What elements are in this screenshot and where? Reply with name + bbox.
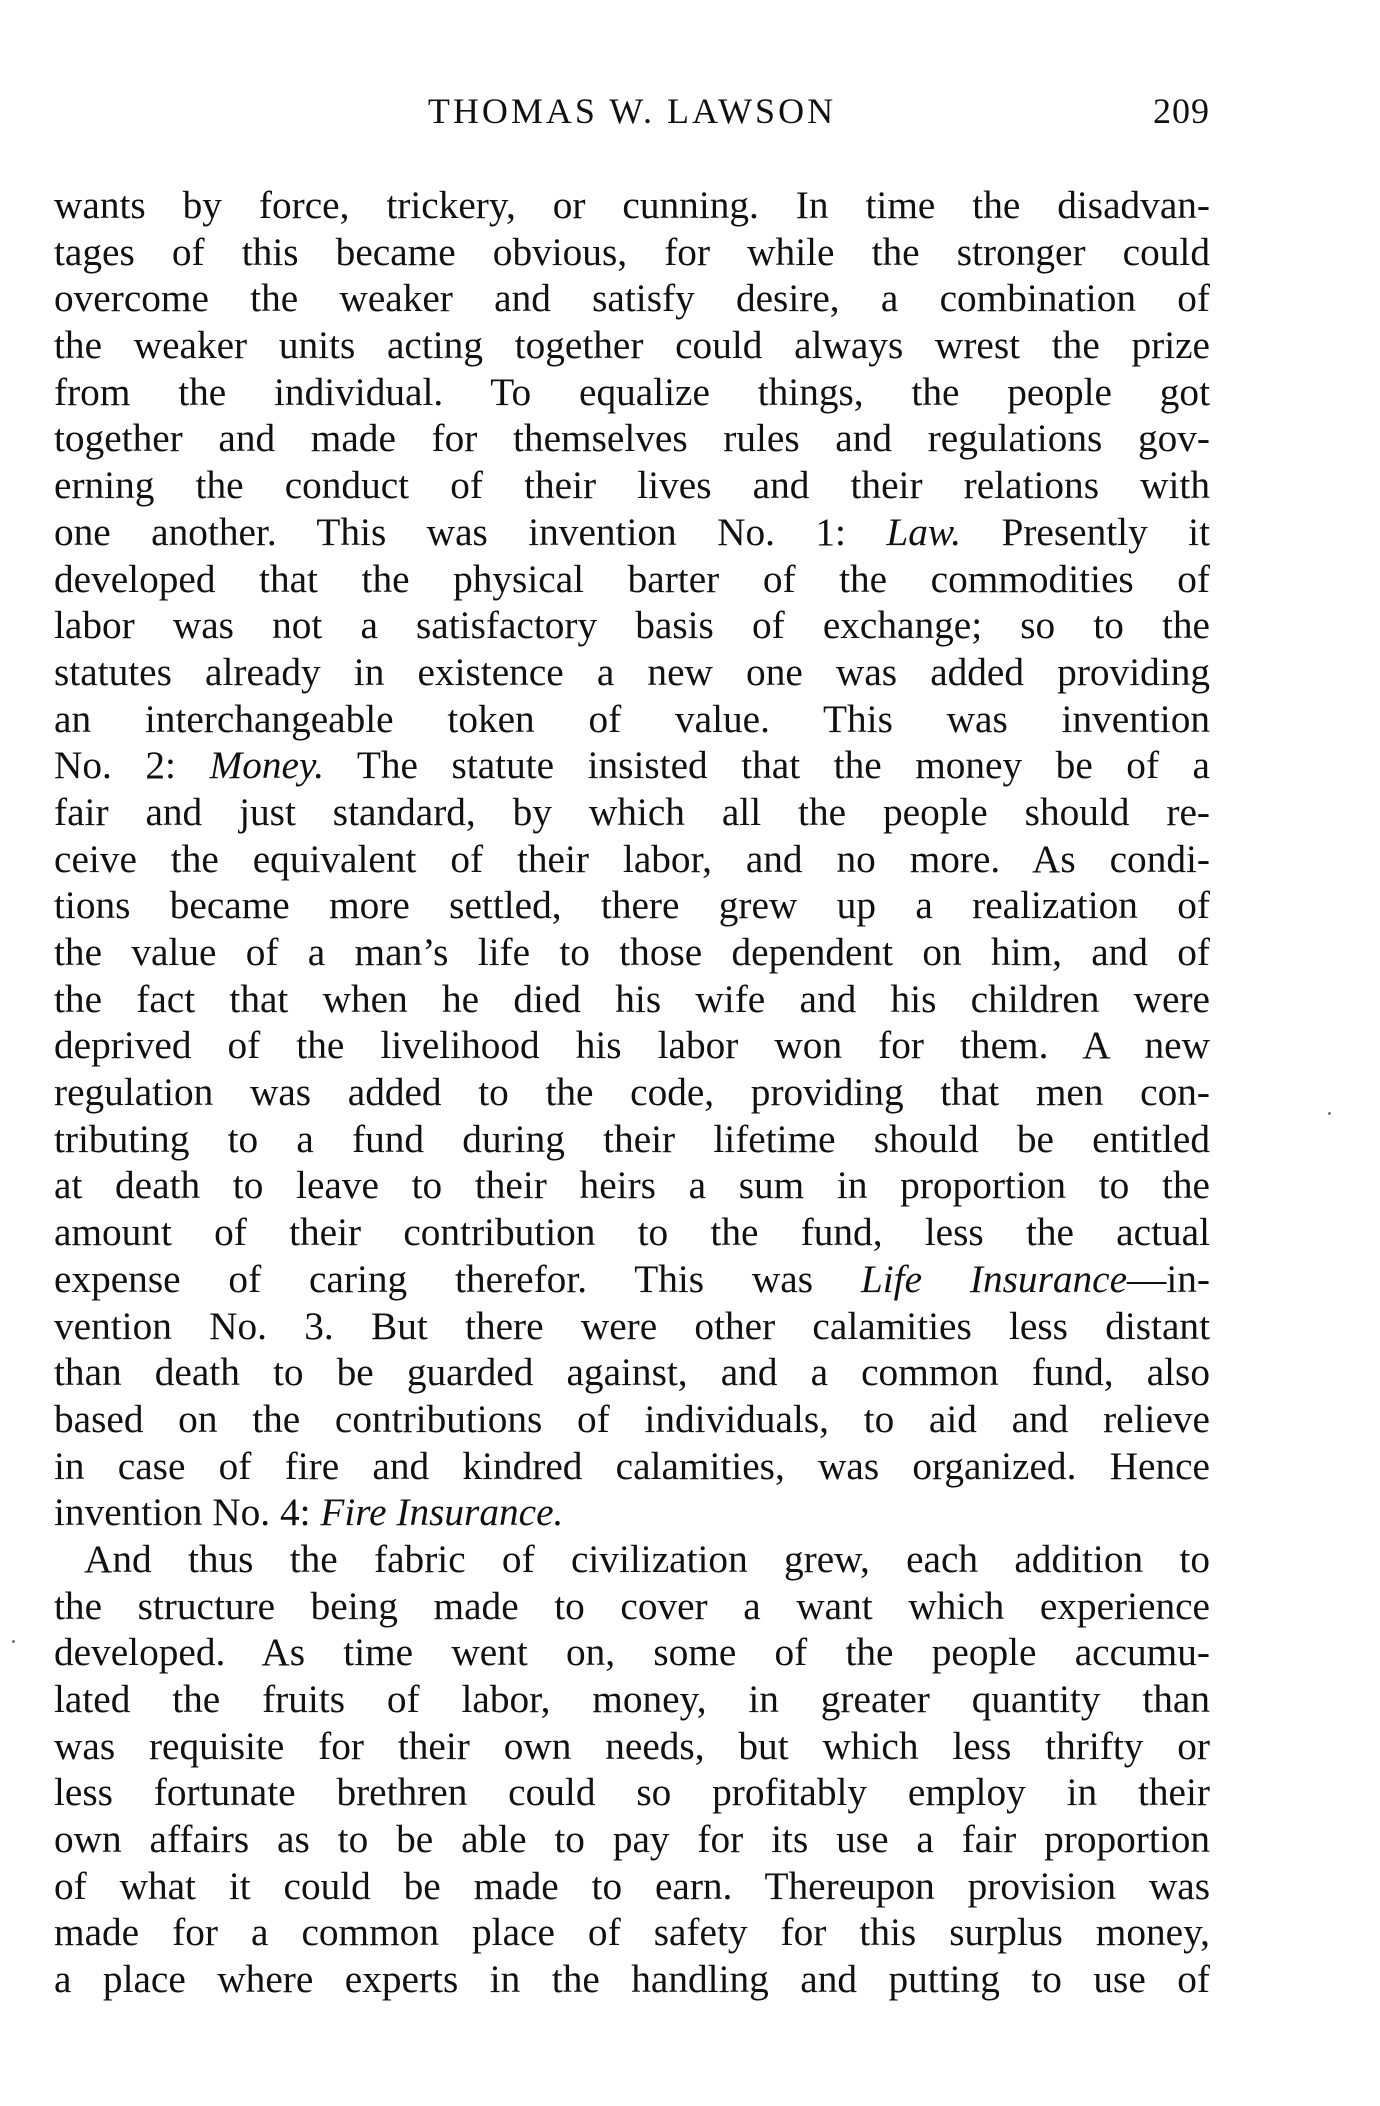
text-line: at death to leave to their heirs a sum in proportion to the — [54, 1163, 1210, 1208]
text-line: amount of their contribution to the fund, less the actual — [54, 1210, 1210, 1255]
text-line: developed. As time went on, some of the people accumu- — [54, 1630, 1210, 1675]
emphasis-fire-insurance: Fire Insurance. — [320, 1490, 564, 1535]
text-line: wants by force, trickery, or cunning. In time the disadvan- — [54, 183, 1210, 227]
paragraph-2 — [54, 1536, 1210, 2003]
text-line: tages of this became obvious, for while the stronger could — [54, 229, 1210, 274]
text-line: tributing to a fund during their lifetime should be entitled — [54, 1116, 1210, 1161]
text-line: lated the fruits of labor, money, in greater quantity than — [54, 1677, 1210, 1721]
text-line: was requisite for their own needs, but which less thrifty or — [54, 1723, 1210, 1768]
text-line: based on the contributions of individuals, to aid and relieve — [54, 1396, 1210, 1441]
emphasis-law: Law. — [886, 509, 962, 554]
text-line: a place where experts in the handling and putting to use of — [54, 1957, 1210, 2002]
text-line: labor was not a satisfactory basis of exchange; so to the — [54, 603, 1210, 648]
text-line: the weaker units acting together could always wrest the prize — [54, 323, 1210, 368]
text-line: No. 2: Money. The statute insisted that the money be of a — [54, 743, 1210, 788]
text-line: together and made for themselves rules and regulations gov- — [54, 416, 1210, 461]
text-line: of what it could be made to earn. Thereupon provision was — [54, 1863, 1210, 1908]
text-line: an interchangeable token of value. This was invention — [54, 696, 1210, 741]
body-text — [54, 182, 1210, 2003]
text-line: deprived of the livelihood his labor won for them. A new — [54, 1023, 1210, 1068]
text-line: the value of a man’s life to those dependent on him, and of — [54, 930, 1210, 974]
text-line: developed that the physical barter of the commodities of — [54, 556, 1210, 601]
page-number: 209 — [1153, 91, 1210, 131]
text-line: overcome the weaker and satisfy desire, a combination of — [54, 276, 1210, 321]
text-line: in case of fire and kindred calamities, was organized. Hence — [54, 1443, 1210, 1488]
text-line: statutes already in existence a new one was added providing — [54, 649, 1210, 694]
text-line: expense of caring therefor. This was Life Insurance—in- — [54, 1256, 1210, 1301]
paragraph-1 — [54, 182, 1210, 1536]
text-line: less fortunate brethren could so profitably employ in their — [54, 1770, 1210, 1815]
text-line: vention No. 3. But there were other calamities less distant — [54, 1303, 1210, 1348]
margin-speck — [12, 1640, 15, 1643]
text-line: regulation was added to the code, providing that men con- — [54, 1070, 1210, 1115]
text-line: And thus the fabric of civilization grew, each addition to — [84, 1536, 1210, 1581]
text-line: invention No. 4: Fire Insurance. — [54, 1490, 564, 1535]
running-title: THOMAS W. LAWSON — [427, 91, 837, 131]
text-line: tions became more settled, there grew up a realization of — [54, 883, 1210, 928]
text-line: one another. This was invention No. 1: Law. Presently it — [54, 509, 1210, 554]
text-line: erning the conduct of their lives and their relations with — [54, 463, 1210, 508]
margin-speck — [1328, 1112, 1331, 1115]
text-line: than death to be guarded against, and a common fund, also — [54, 1350, 1210, 1395]
running-head — [54, 86, 1210, 146]
text-line: the structure being made to cover a want which experience — [54, 1583, 1210, 1628]
text-line: fair and just standard, by which all the people should re- — [54, 789, 1210, 834]
emphasis-money: Money. — [209, 743, 325, 788]
emphasis-life-insurance: Life Insurance — [860, 1256, 1128, 1301]
text-line: ceive the equivalent of their labor, and no more. As condi- — [54, 836, 1210, 881]
text-line: own affairs as to be able to pay for its use a fair proportion — [54, 1817, 1210, 1862]
text-line: made for a common place of safety for this surplus money, — [54, 1910, 1210, 1955]
text-line: the fact that when he died his wife and his children were — [54, 976, 1210, 1021]
text-line: from the individual. To equalize things, the people got — [54, 369, 1210, 414]
